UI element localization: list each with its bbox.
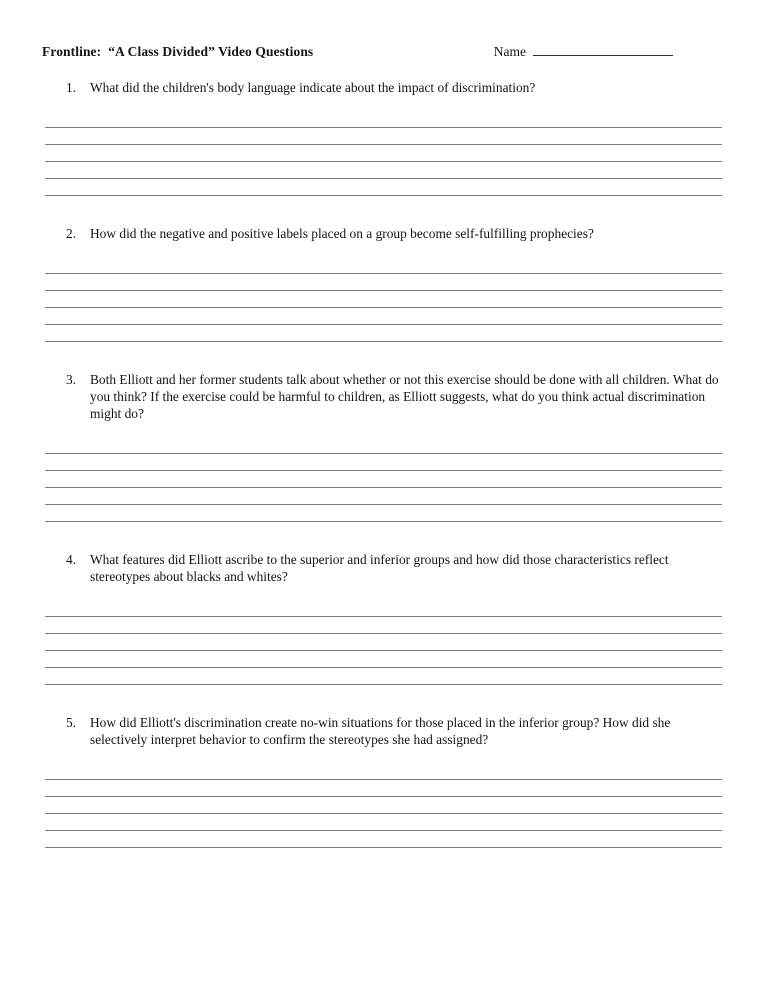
- question-text: What features did Elliott ascribe to the superior and inferior groups and how did those characteristics reflect stereotypes about blacks and whites?: [90, 552, 669, 584]
- answer-lines: [45, 111, 722, 196]
- question-text: How did Elliott's discrimination create no-win situations for those placed in the inferior group? How did she selectively interpret behavior to confirm the stereotypes she had assigned?: [90, 715, 671, 747]
- question: [42, 371, 722, 422]
- answer-line: [45, 797, 722, 814]
- answer-line: [45, 488, 722, 505]
- name-field: [494, 43, 673, 60]
- answer-line: [45, 454, 722, 471]
- question-number: 1.: [66, 80, 77, 95]
- question-block: [42, 79, 722, 196]
- answer-line: [45, 437, 722, 454]
- question: [42, 225, 722, 242]
- answer-line: [45, 179, 722, 196]
- answer-line: [45, 780, 722, 797]
- answer-line: [45, 668, 722, 685]
- question: [42, 714, 722, 748]
- answer-line: [45, 600, 722, 617]
- answer-line: [45, 634, 722, 651]
- question-number: 4.: [66, 552, 77, 567]
- question-block: [42, 551, 722, 685]
- answer-line: [45, 814, 722, 831]
- question-block: [42, 714, 722, 848]
- answer-line: [45, 308, 722, 325]
- question-text: How did the negative and positive labels placed on a group become self-fulfilling prophecies?: [90, 226, 594, 241]
- answer-line: [45, 505, 722, 522]
- answer-lines: [45, 257, 722, 342]
- answer-line: [45, 831, 722, 848]
- answer-line: [45, 111, 722, 128]
- worksheet-header: [42, 43, 722, 60]
- answer-line: [45, 617, 722, 634]
- answer-line: [45, 128, 722, 145]
- answer-line: [45, 291, 722, 308]
- question-number: 5.: [66, 715, 77, 730]
- question-block: [42, 371, 722, 522]
- answer-line: [45, 763, 722, 780]
- question-text: Both Elliott and her former students talk about whether or not this exercise should be done with all children. What do you think? If the exercise could be harmful to children, as Elliott suggests, what do you think actual discrimination might do?: [90, 372, 719, 421]
- answer-lines: [45, 600, 722, 685]
- answer-line: [45, 257, 722, 274]
- question: [42, 551, 722, 585]
- page-title: Frontline: “A Class Divided” Video Questions: [42, 44, 314, 59]
- answer-line: [45, 471, 722, 488]
- question-block: [42, 225, 722, 342]
- name-label: Name: [493, 44, 526, 59]
- name-blank-line: [533, 43, 673, 56]
- answer-line: [45, 162, 722, 179]
- question: [42, 79, 722, 96]
- answer-line: [45, 145, 722, 162]
- answer-line: [45, 274, 722, 291]
- question-number: 2.: [66, 226, 77, 241]
- questions-list: [42, 79, 722, 848]
- question-number: 3.: [66, 372, 77, 387]
- answer-line: [45, 651, 722, 668]
- answer-line: [45, 325, 722, 342]
- answer-lines: [45, 763, 722, 848]
- question-text: What did the children's body language indicate about the impact of discrimination?: [90, 80, 536, 95]
- answer-lines: [45, 437, 722, 522]
